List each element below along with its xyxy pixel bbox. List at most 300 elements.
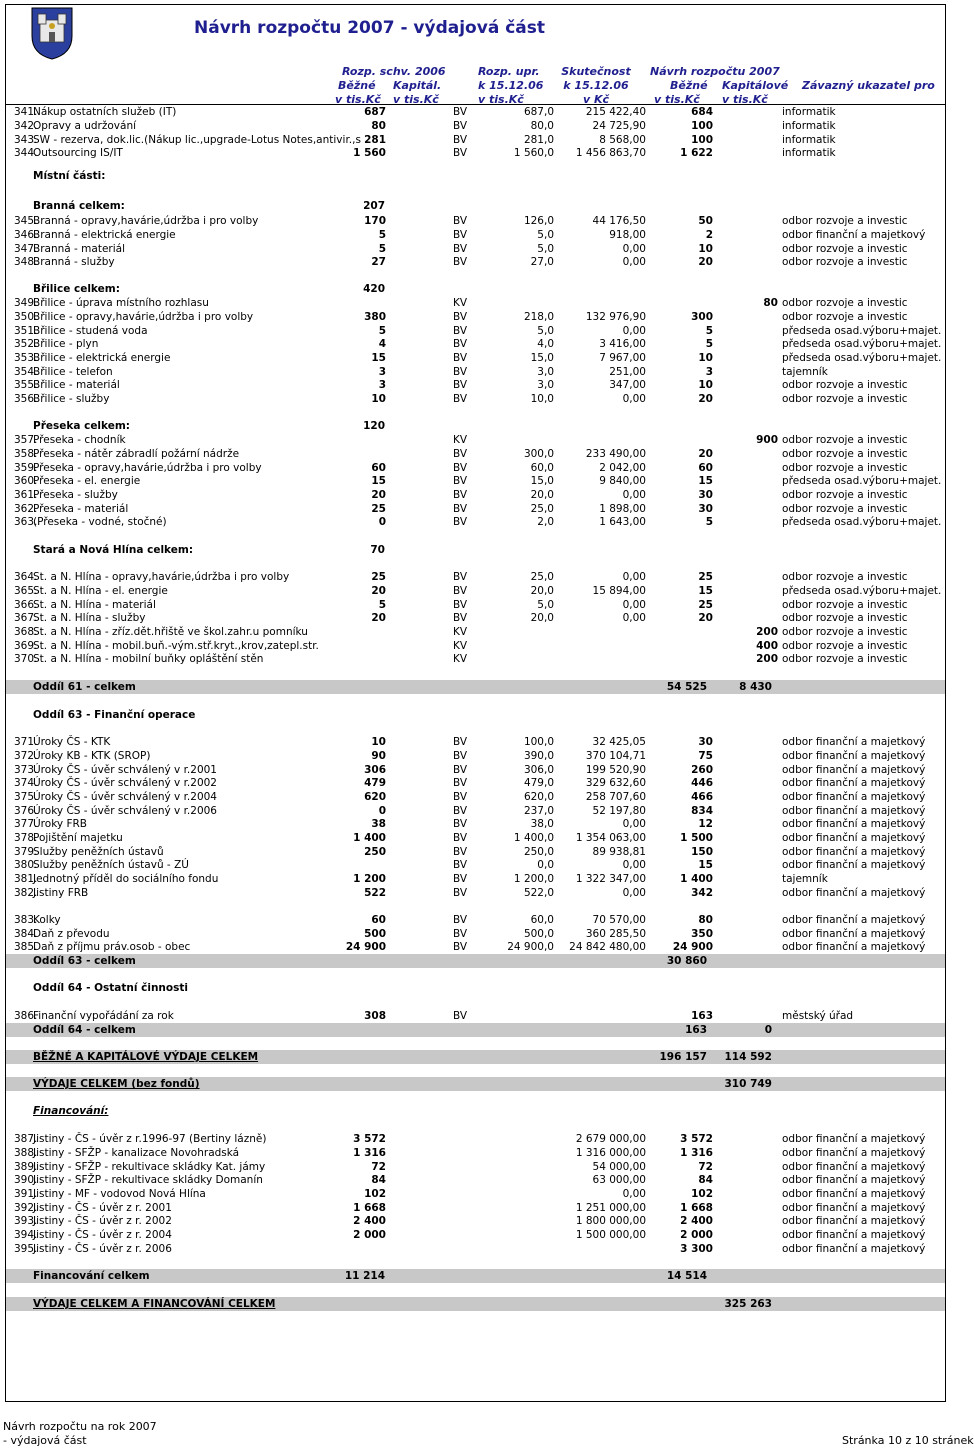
cell-resp: tajemník (782, 366, 828, 378)
cell-num: 342. (14, 120, 38, 132)
table-row (6, 640, 945, 653)
cell-v4: 70 570,00 (592, 914, 646, 926)
table-row (6, 873, 945, 886)
cell-bv: BV (453, 229, 468, 241)
cell-num: 382. (14, 887, 38, 899)
cell-v5: 15 (698, 585, 713, 597)
cell-num: 373. (14, 764, 38, 776)
table-row (6, 352, 945, 365)
cell-v3: 15,0 (530, 352, 554, 364)
cell-bv: BV (453, 256, 468, 268)
cell-num: 355. (14, 379, 38, 391)
cell-v5: 12 (698, 818, 713, 830)
cell-v4: 215 422,40 (585, 106, 646, 118)
cell-v3: 1 400,0 (513, 832, 554, 844)
cell-v5: 260 (691, 764, 713, 776)
oddil-61-value-bezne: 54 525 (666, 681, 707, 693)
cell-v3: 20,0 (530, 612, 554, 624)
cell-resp: odbor finanční a majetkový (782, 887, 926, 899)
cell-v3: 250,0 (523, 846, 554, 858)
table-row (6, 571, 945, 584)
cell-num: 393. (14, 1215, 38, 1227)
cell-v1: 10 (371, 736, 386, 748)
table-row (6, 1133, 945, 1146)
cell-v1: 250 (364, 846, 386, 858)
cell-bv: BV (453, 462, 468, 474)
cell-resp: odbor finanční a majetkový (782, 1188, 926, 1200)
cell-bv: BV (453, 366, 468, 378)
cell-v5: 1 668 (680, 1202, 713, 1214)
cell-resp: odbor finanční a majetkový (782, 791, 926, 803)
cell-desc: Břilice - studená voda (33, 325, 148, 337)
cell-v4: 132 976,90 (585, 311, 646, 323)
cell-v3: 60,0 (530, 914, 554, 926)
cell-v4: 1 456 863,70 (575, 147, 646, 159)
cell-v5: 25 (698, 571, 713, 583)
cell-v4: 3 416,00 (599, 338, 646, 350)
cell-v3: 1 200,0 (513, 873, 554, 885)
cell-bv: BV (453, 571, 468, 583)
cell-num: 349. (14, 297, 38, 309)
cell-resp: odbor rozvoje a investic (782, 653, 908, 665)
bezne-kap-value-kap: 114 592 (724, 1051, 772, 1063)
cell-v5: 3 (705, 366, 713, 378)
table-row (6, 243, 945, 256)
cell-num: 384. (14, 928, 38, 940)
table-row (6, 475, 945, 488)
cell-desc: Úroky ČS - úvěr schválený v r.2006 (33, 805, 217, 817)
cell-bv: BV (453, 612, 468, 624)
cell-v3: 10,0 (530, 393, 554, 405)
cell-v5: 72 (698, 1161, 713, 1173)
cell-v4: 0,00 (622, 1188, 646, 1200)
cell-resp: odbor finanční a majetkový (782, 1174, 926, 1186)
cell-desc: Přeseka - služby (33, 489, 118, 501)
table-row (6, 750, 945, 763)
cell-v1: 38 (371, 818, 386, 830)
cell-v5: 20 (698, 448, 713, 460)
cell-desc: Daň z příjmu práv.osob - obec (33, 941, 191, 953)
cell-bv: BV (453, 599, 468, 611)
cell-num: 366. (14, 599, 38, 611)
cell-v1: 5 (378, 243, 386, 255)
cell-num: 347. (14, 243, 38, 255)
cell-bv: BV (453, 516, 468, 528)
cell-num: 345. (14, 215, 38, 227)
cell-bv: BV (453, 243, 468, 255)
table-row (6, 1229, 945, 1242)
cell-bv: BV (453, 928, 468, 940)
table-row (6, 805, 945, 818)
table-row (6, 1243, 945, 1256)
cell-num: 344. (14, 147, 38, 159)
section-preseka-value: 120 (363, 420, 385, 432)
oddil-63-value: 30 860 (666, 955, 707, 967)
cell-num: 369. (14, 640, 38, 652)
cell-num: 376. (14, 805, 38, 817)
cell-desc: Jistiny - MF - vodovod Nová Hlína (33, 1188, 206, 1200)
cell-v5: 1 622 (680, 147, 713, 159)
cell-num: 341. (14, 106, 38, 118)
cell-v1: 72 (371, 1161, 386, 1173)
cell-v6: 900 (756, 434, 778, 446)
cell-v3: 25,0 (530, 503, 554, 515)
cell-num: 365. (14, 585, 38, 597)
cell-num: 391. (14, 1188, 38, 1200)
cell-v5: 24 900 (672, 941, 713, 953)
cell-num: 372. (14, 750, 38, 762)
cell-num: 395. (14, 1243, 38, 1255)
vydaje-fin-label: VÝDAJE CELKEM A FINANCOVÁNÍ CELKEM (33, 1298, 276, 1310)
table-row (6, 229, 945, 242)
cell-bv: BV (453, 764, 468, 776)
cell-resp: odbor finanční a majetkový (782, 1243, 926, 1255)
cell-num: 381. (14, 873, 38, 885)
cell-v4: 0,00 (622, 818, 646, 830)
cell-num: 363. (14, 516, 38, 528)
cell-resp: informatik (782, 120, 836, 132)
table-row (6, 832, 945, 845)
cell-v4: 1 898,00 (599, 503, 646, 515)
cell-v5: 684 (691, 106, 713, 118)
cell-desc: Břilice - plyn (33, 338, 99, 350)
bezne-kap-label: BĚŽNÉ A KAPITÁLOVÉ VÝDAJE CELKEM (33, 1051, 259, 1063)
cell-desc: Jistiny - ČS - úvěr z r. 2006 (33, 1243, 172, 1255)
cell-bv: BV (453, 147, 468, 159)
cell-v5: 300 (691, 311, 713, 323)
cell-v3: 3,0 (537, 379, 554, 391)
cell-v4: 1 500 000,00 (575, 1229, 646, 1241)
cell-num: 343. (14, 134, 38, 146)
cell-resp: odbor finanční a majetkový (782, 750, 926, 762)
cell-bv: BV (453, 859, 468, 871)
cell-resp: odbor finanční a majetkový (782, 928, 926, 940)
cell-bv: BV (453, 393, 468, 405)
col-header-skutecnost: Skutečnost k 15.12.06 v Kč (561, 65, 631, 106)
cell-v1: 308 (364, 1010, 386, 1022)
cell-resp: odbor finanční a majetkový (782, 1133, 926, 1145)
cell-resp: odbor rozvoje a investic (782, 243, 908, 255)
cell-desc: Úroky FRB (33, 818, 87, 830)
cell-v5: 1 316 (680, 1147, 713, 1159)
cell-desc: Kolky (33, 914, 61, 926)
cell-v1: 24 900 (345, 941, 386, 953)
cell-v6: 80 (763, 297, 778, 309)
section-hlina-label: Stará a Nová Hlína celkem: (33, 544, 194, 556)
cell-num: 370. (14, 653, 38, 665)
cell-v3: 5,0 (537, 229, 554, 241)
cell-v4: 0,00 (622, 571, 646, 583)
cell-v5: 15 (698, 859, 713, 871)
cell-bv: BV (453, 120, 468, 132)
table-row (6, 516, 945, 529)
cell-v4: 9 840,00 (599, 475, 646, 487)
cell-num: 367. (14, 612, 38, 624)
table-row (6, 106, 945, 119)
cell-v1: 687 (364, 106, 386, 118)
table-row (6, 297, 945, 310)
cell-bv: BV (453, 448, 468, 460)
oddil-61-value-kap: 8 430 (739, 681, 772, 693)
cell-v1: 380 (364, 311, 386, 323)
cell-v5: 446 (691, 777, 713, 789)
table-row (6, 1188, 945, 1201)
cell-num: 361. (14, 489, 38, 501)
table-row (6, 599, 945, 612)
bezne-kap-value-bezne: 196 157 (659, 1051, 707, 1063)
cell-v5: 350 (691, 928, 713, 940)
cell-v3: 300,0 (523, 448, 554, 460)
cell-v5: 150 (691, 846, 713, 858)
table-row (6, 626, 945, 639)
cell-v4: 360 285,50 (585, 928, 646, 940)
cell-desc: Břilice - úprava místního rozhlasu (33, 297, 209, 309)
cell-desc: Branná - opravy,havárie,údržba i pro volby (33, 215, 259, 227)
cell-num: 377. (14, 818, 38, 830)
cell-v4: 32 425,05 (592, 736, 646, 748)
cell-v5: 2 000 (680, 1229, 713, 1241)
table-row (6, 503, 945, 516)
cell-num: 371. (14, 736, 38, 748)
cell-v1: 20 (371, 489, 386, 501)
cell-v6: 200 (756, 653, 778, 665)
cell-bv: BV (453, 379, 468, 391)
cell-desc: Jednotný příděl do sociálního fondu (33, 873, 219, 885)
cell-v3: 24 900,0 (507, 941, 554, 953)
cell-v4: 2 042,00 (599, 462, 646, 474)
cell-v1: 1 200 (353, 873, 386, 885)
cell-desc: (Přeseka - vodné, stočné) (33, 516, 167, 528)
cell-v4: 52 197,80 (592, 805, 646, 817)
cell-num: 392. (14, 1202, 38, 1214)
cell-resp: odbor rozvoje a investic (782, 297, 908, 309)
table-row (6, 585, 945, 598)
cell-num: 380. (14, 859, 38, 871)
cell-bv: BV (453, 311, 468, 323)
cell-desc: Služby peněžních ústavů (33, 846, 164, 858)
cell-desc: St. a N. Hlína - el. energie (33, 585, 168, 597)
cell-num: 346. (14, 229, 38, 241)
page-title: Návrh rozpočtu 2007 - výdajová část (194, 18, 545, 38)
oddil-63-band (6, 954, 945, 968)
table-row (6, 462, 945, 475)
cell-bv: BV (453, 791, 468, 803)
cell-v3: 687,0 (523, 106, 554, 118)
oddil-61-band (6, 680, 945, 694)
cell-desc: Úroky ČS - úvěr schválený v r.2001 (33, 764, 217, 776)
cell-v1: 3 572 (353, 1133, 386, 1145)
cell-v3: 5,0 (537, 325, 554, 337)
cell-resp: odbor rozvoje a investic (782, 311, 908, 323)
cell-desc: Pojištění majetku (33, 832, 123, 844)
cell-resp: odbor rozvoje a investic (782, 448, 908, 460)
cell-resp: odbor finanční a majetkový (782, 805, 926, 817)
cell-v1: 5 (378, 325, 386, 337)
cell-v3: 27,0 (530, 256, 554, 268)
cell-v1: 1 316 (353, 1147, 386, 1159)
table-row (6, 941, 945, 954)
cell-v1: 20 (371, 612, 386, 624)
table-row (6, 434, 945, 447)
cell-v5: 30 (698, 489, 713, 501)
oddil-63-label: Oddíl 63 - celkem (33, 955, 136, 967)
cell-v1: 15 (371, 475, 386, 487)
cell-v1: 15 (371, 352, 386, 364)
cell-resp: odbor rozvoje a investic (782, 256, 908, 268)
cell-v5: 2 400 (680, 1215, 713, 1227)
cell-v3: 522,0 (523, 887, 554, 899)
cell-num: 359. (14, 462, 38, 474)
cell-desc: Branná - elektrická energie (33, 229, 176, 241)
cell-desc: Jistiny - SFŽP - kanalizace Novohradská (33, 1147, 240, 1159)
cell-v1: 60 (371, 914, 386, 926)
cell-num: 383. (14, 914, 38, 926)
financovani-celkem-value0: 11 214 (344, 1270, 385, 1282)
cell-v3: 500,0 (523, 928, 554, 940)
cell-v1: 2 000 (353, 1229, 386, 1241)
cell-resp: odbor finanční a majetkový (782, 736, 926, 748)
cell-resp: předseda osad.výboru+majet. (782, 516, 942, 528)
table-row (6, 764, 945, 777)
cell-desc: Úroky KB - KTK (SROP) (33, 750, 151, 762)
cell-v1: 1 400 (353, 832, 386, 844)
cell-resp: odbor rozvoje a investic (782, 215, 908, 227)
cell-resp: informatik (782, 106, 836, 118)
cell-desc: Přeseka - el. energie (33, 475, 141, 487)
cell-v4: 8 568,00 (599, 134, 646, 146)
cell-resp: odbor rozvoje a investic (782, 489, 908, 501)
vydaje-celkem-value: 310 749 (724, 1078, 772, 1090)
table-row (6, 366, 945, 379)
section-branna-value: 207 (363, 200, 385, 212)
cell-v4: 0,00 (622, 612, 646, 624)
col-header-rozp-schv: Rozp. schv. 2006 Běžné v tis.Kč (335, 65, 446, 106)
cell-v4: 44 176,50 (592, 215, 646, 227)
cell-v4: 0,00 (622, 887, 646, 899)
cell-v1: 0 (378, 805, 386, 817)
cell-v4: 15 894,00 (592, 585, 646, 597)
table-row (6, 653, 945, 666)
oddil-64-value-bezne: 163 (685, 1024, 707, 1036)
city-crest-icon (30, 6, 74, 60)
cell-v1: 3 (378, 379, 386, 391)
cell-resp: odbor rozvoje a investic (782, 434, 908, 446)
financovani-heading: Financování: (33, 1105, 109, 1117)
cell-v3: 38,0 (530, 818, 554, 830)
cell-v1: 1 560 (353, 147, 386, 159)
oddil-64-band (6, 1023, 945, 1037)
cell-v1: 170 (364, 215, 386, 227)
table-row (6, 818, 945, 831)
cell-resp: předseda osad.výboru+majet. (782, 338, 942, 350)
cell-v4: 347,00 (609, 379, 646, 391)
cell-v3: 4,0 (537, 338, 554, 350)
table-row (6, 791, 945, 804)
cell-bv: BV (453, 475, 468, 487)
cell-bv: BV (453, 489, 468, 501)
cell-desc: Úroky ČS - KTK (33, 736, 111, 748)
cell-desc: Jistiny - SFŽP - rekultivace skládky Domanín (33, 1174, 263, 1186)
cell-bv: BV (453, 914, 468, 926)
cell-v4: 0,00 (622, 393, 646, 405)
table-row (6, 777, 945, 790)
cell-v4: 1 354 063,00 (575, 832, 646, 844)
cell-v5: 100 (691, 120, 713, 132)
cell-v1: 522 (364, 887, 386, 899)
cell-v4: 1 251 000,00 (575, 1202, 646, 1214)
cell-v3: 126,0 (523, 215, 554, 227)
cell-num: 350. (14, 311, 38, 323)
cell-v5: 10 (698, 243, 713, 255)
cell-v4: 0,00 (622, 599, 646, 611)
cell-num: 356. (14, 393, 38, 405)
cell-desc: Služby peněžních ústavů - ZÚ (33, 859, 189, 871)
cell-bv: KV (453, 640, 468, 652)
cell-resp: odbor rozvoje a investic (782, 640, 908, 652)
table-row (6, 215, 945, 228)
cell-bv: BV (453, 215, 468, 227)
table-row (6, 311, 945, 324)
cell-v5: 3 572 (680, 1133, 713, 1145)
cell-num: 386. (14, 1010, 38, 1022)
cell-desc: Břilice - telefon (33, 366, 113, 378)
cell-bv: BV (453, 750, 468, 762)
cell-v1: 27 (371, 256, 386, 268)
table-row (6, 489, 945, 502)
cell-desc: St. a N. Hlína - mobil.buň.-vým.stř.kryt.,krov,zatepl.str. (33, 640, 319, 652)
table-row (6, 379, 945, 392)
cell-bv: BV (453, 503, 468, 515)
section-mistni-casti: Místní části: (33, 170, 106, 182)
cell-v4: 233 490,00 (585, 448, 646, 460)
vydaje-celkem-label: VÝDAJE CELKEM (bez fondů) (33, 1078, 200, 1090)
cell-v3: 0,0 (537, 859, 554, 871)
cell-desc: Opravy a udržování (33, 120, 137, 132)
cell-bv: BV (453, 887, 468, 899)
cell-v4: 918,00 (609, 229, 646, 241)
table-row (6, 1202, 945, 1215)
section-preseka-label: Přeseka celkem: (33, 420, 130, 432)
cell-resp: odbor rozvoje a investic (782, 462, 908, 474)
cell-desc: Jistiny - SFŽP - rekultivace skládky Kat. jámy (33, 1161, 266, 1173)
cell-num: 378. (14, 832, 38, 844)
table-row (6, 887, 945, 900)
cell-v5: 75 (698, 750, 713, 762)
cell-bv: BV (453, 134, 468, 146)
cell-v1: 5 (378, 229, 386, 241)
cell-resp: tajemník (782, 873, 828, 885)
cell-num: 374. (14, 777, 38, 789)
cell-desc: Břilice - služby (33, 393, 110, 405)
col-header-zavazny: Závazný ukazatel pro (802, 79, 935, 92)
cell-resp: odbor finanční a majetkový (782, 777, 926, 789)
cell-v6: 400 (756, 640, 778, 652)
col-header-kapital: Kapitál. v tis.Kč (393, 79, 442, 106)
cell-resp: odbor finanční a majetkový (782, 914, 926, 926)
cell-bv: BV (453, 352, 468, 364)
cell-num: 389. (14, 1161, 38, 1173)
cell-bv: KV (453, 626, 468, 638)
cell-desc: SW - rezerva, dok.lic.(Nákup lic.,upgrade-Lotus Notes,antivir.,s (33, 134, 361, 146)
cell-bv: BV (453, 846, 468, 858)
cell-resp: odbor rozvoje a investic (782, 503, 908, 515)
cell-v5: 100 (691, 134, 713, 146)
cell-v3: 20,0 (530, 489, 554, 501)
cell-v1: 4 (378, 338, 386, 350)
cell-v4: 0,00 (622, 859, 646, 871)
cell-bv: BV (453, 585, 468, 597)
cell-bv: BV (453, 736, 468, 748)
